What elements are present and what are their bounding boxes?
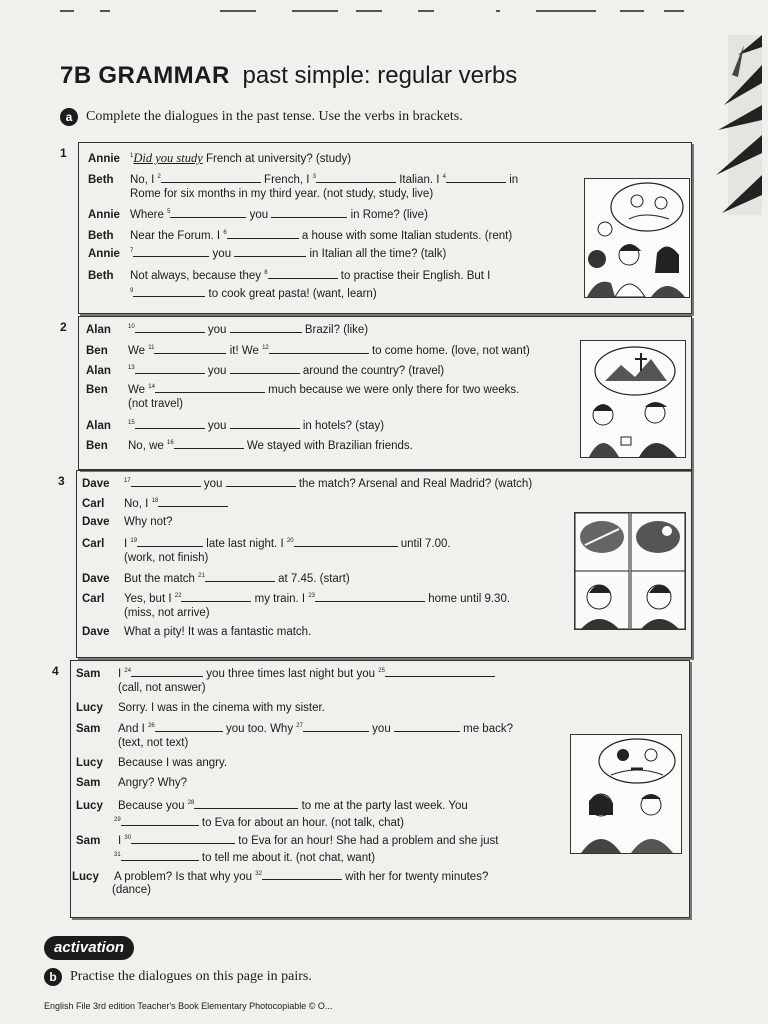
speaker: Sam — [76, 777, 101, 789]
line-text: Why not? — [124, 516, 173, 528]
scan-top-marks — [60, 8, 700, 14]
speaker: Annie — [88, 153, 120, 165]
answer-blank-9[interactable] — [133, 286, 205, 297]
speaker: Alan — [86, 365, 111, 377]
title-subtitle: past simple: regular verbs — [242, 62, 518, 89]
instruction-a-text: Complete the dialogues in the past tense. Use the verbs in brackets. — [86, 109, 463, 125]
answer-blank-10[interactable] — [135, 322, 205, 333]
title-code: 7B — [60, 62, 92, 89]
answer-blank-18[interactable] — [158, 496, 228, 507]
line-text: in Rome? (live) — [350, 209, 428, 221]
line-text: you — [372, 723, 391, 735]
speaker: Alan — [86, 420, 111, 432]
line-text: No, I — [124, 498, 149, 510]
line-text: I — [118, 668, 122, 680]
dialogue-continuation: (text, not text) — [118, 737, 189, 749]
answer-blank-7[interactable] — [133, 246, 209, 257]
answer-blank-32[interactable] — [262, 869, 342, 880]
line-text: a house with some Italian students. (rent) — [301, 230, 513, 242]
speaker: Ben — [86, 345, 108, 357]
dialogue-number: 4 — [52, 664, 59, 678]
footer-credit: English File 3rd edition Teacher's Book Elementary Photocopiable © O... — [44, 1001, 333, 1011]
dialogue-line: Ben We $^{11}$ it! We $^{12}$ to come home. (love, not want) — [86, 345, 530, 357]
line-text: But the match — [124, 573, 195, 585]
dialogue-continuation: (work, not finish) — [124, 552, 209, 564]
dialogue-continuation: Rome for six months in my third year. (not study, study, live) — [130, 188, 434, 200]
line-text: until 7.00. — [400, 538, 451, 550]
answer-blank-12[interactable] — [269, 343, 369, 354]
answer-blank-30[interactable] — [131, 833, 235, 844]
line-text: And I — [118, 723, 145, 735]
line-text: Yes, but I — [124, 593, 172, 605]
line-text: in Italian all the time? (talk) — [309, 248, 447, 260]
answer-blank-27b[interactable] — [394, 721, 460, 732]
line-text: Not always, because they — [130, 270, 262, 282]
dialogue-line — [76, 702, 325, 714]
line-text: to Eva for an hour! She had a problem and she just — [238, 835, 499, 847]
line-text: to me at the party last week. You — [301, 800, 468, 812]
speaker: Lucy — [72, 871, 99, 883]
illustration-football-match — [574, 512, 686, 630]
line-text: you — [207, 420, 227, 432]
line-text: to cook great pasta! (want, learn) — [208, 288, 377, 300]
dialogue-continuation: $^{31}$ to tell me about it. (not chat, want) — [114, 852, 376, 864]
answer-blank-28[interactable] — [194, 798, 298, 809]
line-text: much because we were only there for two weeks. — [268, 384, 520, 396]
answer-blank-11[interactable] — [154, 343, 226, 354]
answer-blank-31[interactable] — [121, 850, 199, 861]
speaker: Lucy — [76, 757, 103, 769]
dialogue-line: Dave $^{17}$ you the match? Arsenal and Real Madrid? (watch) — [82, 478, 533, 490]
answer-blank-16[interactable] — [174, 438, 244, 449]
dialogue-continuation: (not travel) — [128, 398, 183, 410]
dialogue-line — [82, 516, 173, 528]
speaker: Alan — [86, 324, 111, 336]
line-text: Italian. I — [399, 174, 440, 186]
speaker: Lucy — [76, 800, 103, 812]
answer-blank-10b[interactable] — [230, 322, 302, 333]
line-text: Because you — [118, 800, 185, 812]
speaker: Ben — [86, 440, 108, 452]
line-text: you — [249, 209, 269, 221]
dialogue-line: Dave But the match $^{21}$ at 7.45. (start) — [82, 573, 350, 585]
dialogue-continuation: (dance) — [112, 884, 151, 896]
dialogue-line: Carl I $^{19}$ late last night. I $^{20}$ until 7.00. — [82, 538, 451, 550]
exercise-letter-a: a — [60, 108, 78, 126]
line-text: French at university? (study) — [205, 153, 352, 165]
answer-blank-24[interactable] — [131, 666, 203, 677]
dialogue-continuation: (miss, not arrive) — [124, 607, 210, 619]
exercise-letter-b: b — [44, 968, 62, 986]
line-text: to come home. (love, not want) — [371, 345, 530, 357]
answer-blank-8[interactable] — [268, 268, 338, 279]
line-text: to Eva for about an hour. (not talk, chat) — [201, 817, 404, 829]
dialogue-line: Beth Not always, because they $^8$ to practise their English. But I — [88, 270, 491, 282]
answer-blank-25[interactable] — [385, 666, 495, 677]
page-title — [60, 62, 517, 90]
line-text: you — [207, 365, 227, 377]
answer-blank-14[interactable] — [155, 382, 265, 393]
speaker: Carl — [82, 538, 105, 550]
line-text: around the country? (travel) — [302, 365, 445, 377]
answer-blank-17[interactable] — [131, 476, 201, 487]
speaker: Lucy — [76, 702, 103, 714]
dialogue-line: Alan $^{13}$ you around the country? (travel) — [86, 365, 445, 377]
line-text: at 7.45. (start) — [278, 573, 350, 585]
line-text: home until 9.30. — [428, 593, 511, 605]
answer-blank-17b[interactable] — [226, 476, 296, 487]
dialogue-line — [76, 777, 187, 789]
speaker: Sam — [76, 668, 101, 680]
speaker: Beth — [88, 174, 114, 186]
answer-blank-2[interactable] — [161, 172, 261, 183]
line-text: to practise their English. But I — [340, 270, 491, 282]
speaker: Dave — [82, 516, 110, 528]
answer-blank-5[interactable] — [170, 207, 246, 218]
dialogue-continuation: (call, not answer) — [118, 682, 206, 694]
speaker: Beth — [88, 230, 114, 242]
line-text: Where — [130, 209, 164, 221]
dialogue-line — [82, 626, 311, 638]
dialogue-line — [76, 757, 227, 769]
line-text: with her for twenty minutes? — [345, 871, 489, 883]
line-text: Near the Forum. I — [130, 230, 221, 242]
dialogue-line: Sam I $^{30}$ to Eva for an hour! She had a problem and she just — [76, 835, 499, 847]
dialogue-number: 1 — [60, 146, 67, 160]
line-text: Brazil? (like) — [304, 324, 369, 336]
activation-badge: activation — [44, 936, 134, 960]
dialogue-line: Lucy Because you $^{28}$ to me at the party last week. You — [76, 800, 468, 812]
speaker: Dave — [82, 478, 110, 490]
dialogue-line: Annie $^1$Did you study French at university? (study) — [88, 151, 352, 165]
dialogue-line: Annie $^7$ you in Italian all the time? (talk) — [88, 248, 447, 260]
answer-blank-7b[interactable] — [234, 246, 306, 257]
line-text: you — [212, 248, 232, 260]
answer-blank-21[interactable] — [205, 571, 275, 582]
answer-blank-22[interactable] — [181, 591, 251, 602]
answer-blank-26[interactable] — [155, 721, 223, 732]
line-text: you too. Why — [225, 723, 294, 735]
line-text: What a pity! It was a fantastic match. — [124, 626, 312, 638]
line-text: you three times last night but you — [206, 668, 376, 680]
dialogue-line: Carl No, I $^{18}$ — [82, 496, 228, 510]
line-text: late last night. I — [206, 538, 284, 550]
answer-blank-13b[interactable] — [230, 363, 300, 374]
dialogue-line: Beth No, I $^2$ French, I $^3$ Italian. I $^4$ in — [88, 174, 519, 186]
dialogue-number: 2 — [60, 320, 67, 334]
answer-blank-13[interactable] — [135, 363, 205, 374]
line-text: in — [509, 174, 519, 186]
speaker: Annie — [88, 209, 120, 221]
example-answer: Did you study — [133, 151, 203, 165]
answer-blank-6[interactable] — [227, 228, 299, 239]
instruction-b-text: Practise the dialogues on this page in pairs. — [70, 969, 312, 985]
dialogue-line: Sam And I $^{26}$ you too. Why $^{27}$ you me back? — [76, 723, 513, 735]
line-text: Sorry. I was in the cinema with my sister. — [118, 702, 325, 714]
speaker: Carl — [82, 593, 105, 605]
speaker: Annie — [88, 248, 120, 260]
line-text: We — [128, 384, 146, 396]
line-text: in hotels? (stay) — [302, 420, 385, 432]
dialogue-line: Carl Yes, but I $^{22}$ my train. I $^{23}$ home until 9.30. — [82, 593, 511, 605]
instruction-a — [60, 108, 463, 126]
dialogue-line: Beth Near the Forum. I $^6$ a house with some Italian students. (rent) — [88, 230, 513, 242]
answer-blank-19[interactable] — [137, 536, 203, 547]
line-text: No, I — [130, 174, 155, 186]
answer-blank-29[interactable] — [121, 815, 199, 826]
speaker: Sam — [76, 835, 101, 847]
line-text: No, we — [128, 440, 164, 452]
line-text: the match? Arsenal and Real Madrid? (watch) — [298, 478, 533, 490]
line-text: to tell me about it. (not chat, want) — [201, 852, 376, 864]
answer-blank-3[interactable] — [316, 172, 396, 183]
dialogue-line: Alan $^{10}$ you Brazil? (like) — [86, 324, 369, 336]
line-text: my train. I — [254, 593, 306, 605]
answer-blank-20[interactable] — [294, 536, 398, 547]
dialogue-line: Alan $^{15}$ you in hotels? (stay) — [86, 420, 385, 432]
illustration-brazil-travel — [580, 340, 686, 458]
speaker: Sam — [76, 723, 101, 735]
answer-blank-4[interactable] — [446, 172, 506, 183]
line-text: Because I was angry. — [118, 757, 228, 769]
title-label: GRAMMAR — [98, 62, 230, 89]
answer-blank-15b[interactable] — [230, 418, 300, 429]
line-text: me back? — [463, 723, 513, 735]
speaker: Dave — [82, 626, 110, 638]
instruction-b — [44, 968, 312, 986]
dialogue-line: Sam I $^{24}$ you three times last night but you $^{25}$ — [76, 666, 495, 680]
dialogue-continuation: $^{29}$ to Eva for about an hour. (not talk, chat) — [114, 817, 404, 829]
line-text: it! We — [229, 345, 259, 357]
answer-blank-15[interactable] — [135, 418, 205, 429]
line-text: I — [124, 538, 128, 550]
line-text: We stayed with Brazilian friends. — [246, 440, 413, 452]
line-text: you — [203, 478, 223, 490]
illustration-party-argument — [570, 734, 682, 854]
decorative-side-graphic — [708, 35, 762, 215]
answer-blank-5b[interactable] — [271, 207, 347, 218]
line-text: We — [128, 345, 146, 357]
dialogue-continuation: $^9$ to cook great pasta! (want, learn) — [130, 288, 377, 300]
line-text: you — [207, 324, 227, 336]
dialogue-line: Annie Where $^5$ you in Rome? (live) — [88, 209, 428, 221]
speaker: Carl — [82, 498, 105, 510]
speaker: Ben — [86, 384, 108, 396]
speaker: Dave — [82, 573, 110, 585]
illustration-friends-pasta — [584, 178, 690, 298]
dialogue-line: Lucy A problem? Is that why you $^{32}$ with her for twenty minutes? — [72, 871, 489, 883]
dialogue-number: 3 — [58, 474, 65, 488]
line-text: French, I — [264, 174, 310, 186]
line-text: A problem? Is that why you — [114, 871, 253, 883]
line-text: Angry? Why? — [118, 777, 188, 789]
dialogue-line: Ben We $^{14}$ much because we were only there for two weeks. — [86, 384, 520, 396]
answer-blank-23[interactable] — [315, 591, 425, 602]
speaker: Beth — [88, 270, 114, 282]
answer-blank-27[interactable] — [303, 721, 369, 732]
dialogue-line: Ben No, we $^{16}$ We stayed with Brazilian friends. — [86, 440, 413, 452]
